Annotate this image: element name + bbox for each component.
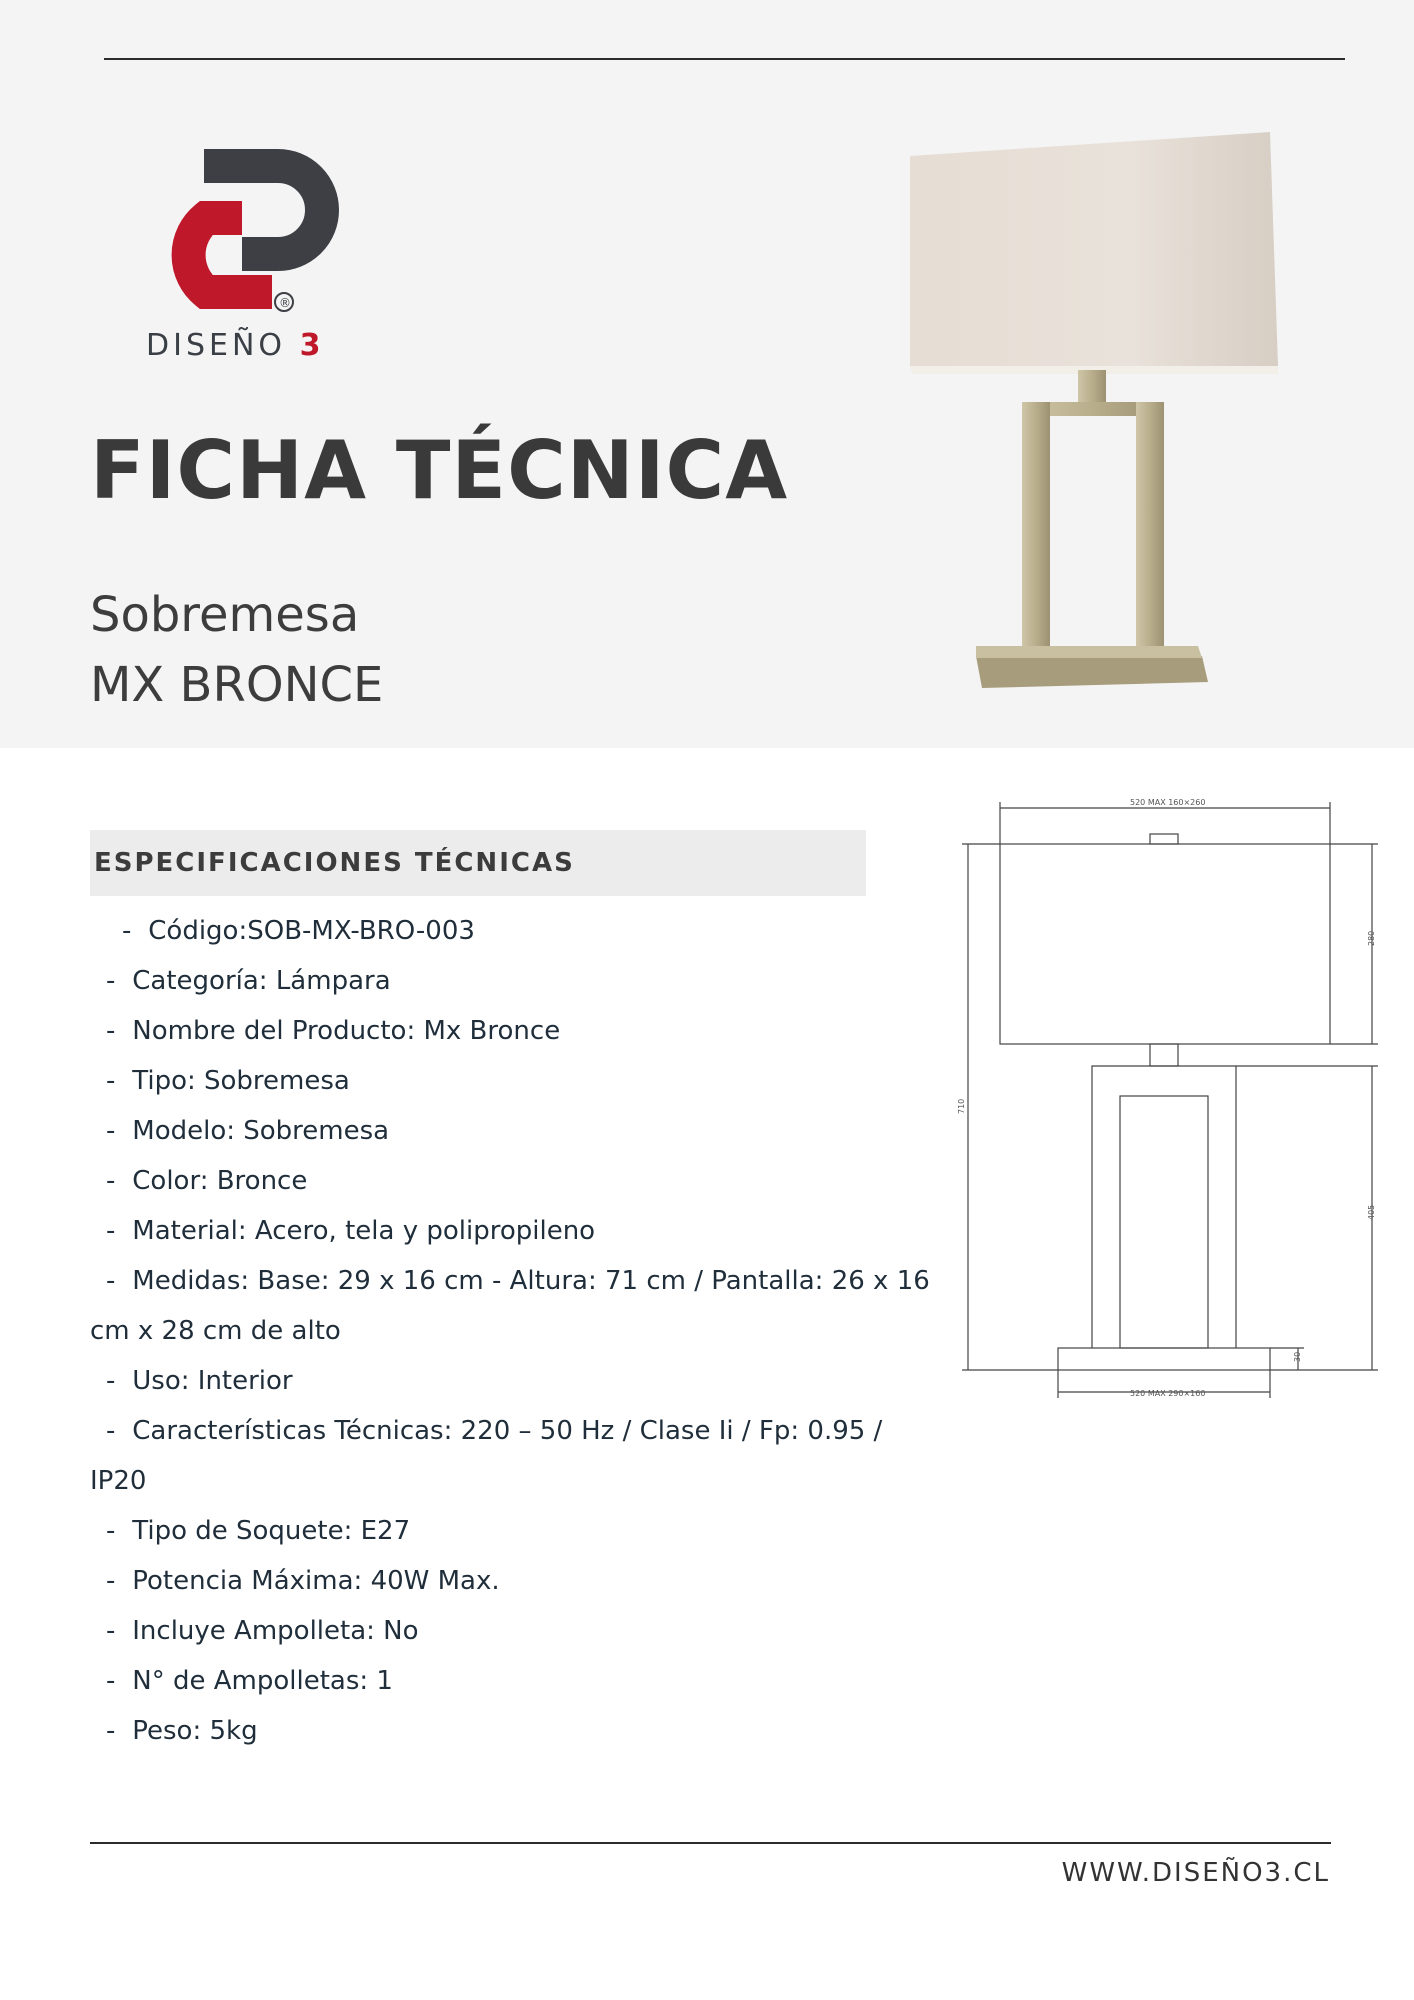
spec-item: - Modelo: Sobremesa	[106, 1116, 390, 1146]
diseno3-logo-icon	[128, 132, 340, 318]
spec-item: - Incluye Ampolleta: No	[106, 1616, 419, 1646]
dim-bottom: 520 MAX 290×160	[1130, 1389, 1206, 1398]
spec-item: - Potencia Máxima: 40W Max.	[106, 1566, 500, 1596]
spec-item: - Peso: 5kg	[106, 1716, 258, 1746]
brand-number: 3	[299, 328, 325, 363]
dim-shade-height: 280	[1367, 930, 1376, 946]
spec-item: - Nombre del Producto: Mx Bronce	[106, 1016, 561, 1046]
website-link[interactable]: WWW.DISEÑO3.CL	[1061, 1858, 1330, 1888]
product-name: MX BRONCE	[90, 657, 384, 713]
brand-word: DISEÑO	[146, 328, 287, 363]
spec-item: - Uso: Interior	[106, 1366, 293, 1396]
dim-base-height: 30	[1293, 1351, 1302, 1362]
brand-name	[146, 328, 324, 363]
spec-item: - Tipo de Soquete: E27	[106, 1516, 411, 1546]
spec-item: - Color: Bronce	[106, 1166, 308, 1196]
page-title: FICHA TÉCNICA	[90, 424, 789, 517]
spec-item: - Características Técnicas: 220 – 50 Hz / Clase Ii / Fp: 0.95 / IP20	[90, 1416, 883, 1496]
dim-top: 520 MAX 160×260	[1130, 798, 1206, 807]
lamp-photo	[900, 126, 1290, 696]
bottom-divider	[90, 1842, 1331, 1844]
spec-item: - Categoría: Lámpara	[106, 966, 391, 996]
spec-item: - Material: Acero, tela y polipropileno	[106, 1216, 596, 1246]
spec-item: - Medidas: Base: 29 x 16 cm - Altura: 71 cm / Pantalla: 26 x 16 cm x 28 cm de alto	[90, 1266, 930, 1346]
registered-mark: ®	[279, 296, 291, 310]
spec-item: - Código:SOB-MX-BRO-003	[122, 916, 475, 946]
dimension-drawing	[957, 796, 1380, 1406]
spec-item: - N° de Ampolletas: 1	[106, 1666, 393, 1696]
product-type: Sobremesa	[90, 587, 360, 643]
specs-header	[90, 830, 866, 896]
product-subtitle	[90, 580, 383, 720]
spec-item: - Tipo: Sobremesa	[106, 1066, 350, 1096]
specs-list	[90, 906, 930, 1756]
specs-header-text: ESPECIFICACIONES TÉCNICAS	[94, 848, 575, 878]
top-divider	[104, 58, 1345, 60]
dim-total-height: 710	[957, 1098, 966, 1114]
dim-body-height: 405	[1367, 1204, 1376, 1220]
